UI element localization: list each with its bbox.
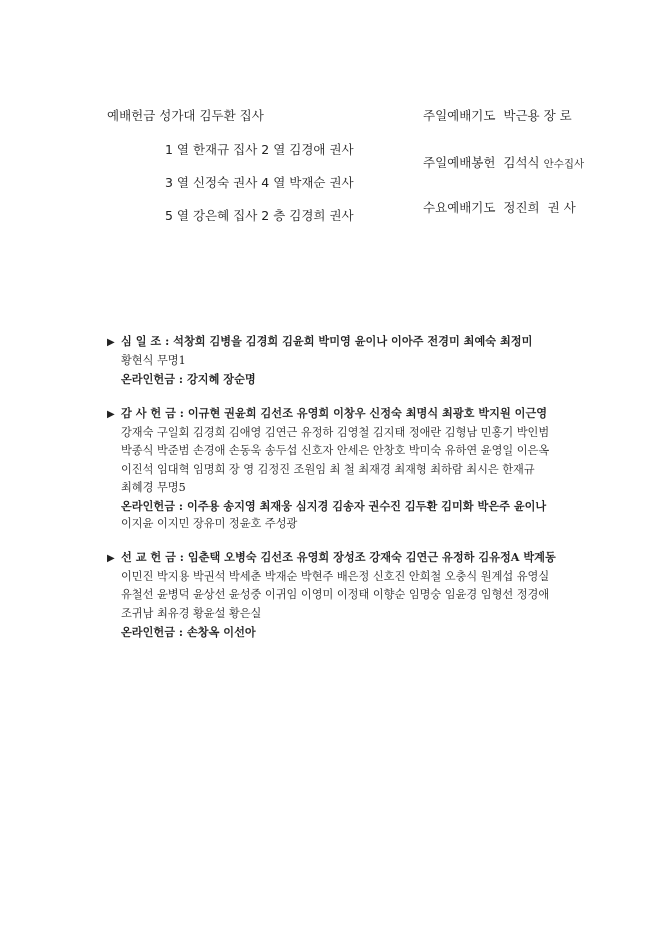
section-line: 황현식 무명1 [121, 354, 186, 368]
section-line: ▶ 심 일 조 : 석창희 김병을 김경희 김윤희 박미영 윤이나 이아주 전경미 최예숙 최정미 [107, 332, 577, 352]
section-line: 이지윤 이지민 장유미 정윤호 주성광 [121, 517, 298, 531]
wednesday-prayer-label: 수요예배기도 [423, 200, 496, 215]
section-line: 온라인헌금 : 강지혜 장순명 [121, 372, 256, 387]
mission-section [107, 548, 577, 641]
section-line: 온라인헌금 : 이주용 송지영 최재웅 심지경 김송자 권수진 김두환 김미화 박은주 윤이나 [121, 499, 547, 514]
wednesday-prayer-name: 정진희 [503, 200, 540, 215]
section-line: ▶ 선 교 헌 금 : 임춘택 오병숙 김선조 유영희 장성조 강재숙 김연근 유정하 김유정A 박계동 [107, 548, 577, 568]
offering-row-1: 1 열 한재규 집사 2 열 김경애 권사 [165, 142, 354, 157]
offering-row-3: 5 열 강은혜 집사 2 층 김경희 권사 [165, 208, 354, 223]
section-line: 이진석 임대혁 임명희 장 영 김정진 조원임 최 철 최재경 최재형 최하람 최시은 한재규 [121, 462, 535, 476]
offering-row-2: 3 열 신정숙 권사 4 열 박재순 권사 [165, 175, 354, 190]
section-line: 박종식 박준범 손경애 손동욱 송두섭 신호자 안세은 안창호 박미숙 유하연 윤영일 이은옥 [121, 444, 550, 458]
triangle-marker-icon: ▶ [107, 337, 115, 348]
sunday-offering-name: 김석식 [503, 155, 540, 170]
wednesday-prayer [423, 198, 576, 216]
section-line: 온라인헌금 : 손창옥 이선아 [121, 624, 256, 639]
sunday-prayer-name: 박근용 장 로 [503, 108, 572, 123]
tithe-section [107, 332, 577, 389]
sunday-offering-label: 주일예배봉헌 [423, 155, 496, 170]
thanksgiving-section [107, 404, 577, 533]
sunday-prayer [423, 106, 572, 124]
section-line: 조귀남 최유경 황윤설 황은실 [121, 606, 262, 620]
triangle-marker-icon: ▶ [107, 553, 115, 564]
triangle-marker-icon: ▶ [107, 409, 115, 420]
section-line: 이민진 박지용 박권석 박세춘 박재순 박현주 배은정 신호진 안희철 오충식 원계섭 유영실 [121, 570, 550, 584]
section-line: 강재숙 구일회 김경희 김애영 김연근 유정하 김영철 김지태 정애란 김형남 민홍기 박인범 [121, 426, 550, 440]
sunday-offering-role: 안수집사 [543, 158, 585, 170]
offering-team-title: 예배헌금 성가대 김두환 집사 [107, 108, 264, 123]
wednesday-prayer-role: 권 사 [547, 200, 576, 215]
section-line: 최혜경 무명5 [121, 480, 186, 494]
section-line: 유철선 윤병덕 윤상선 윤성중 이귀임 이영미 이정태 이향순 임명숭 임윤경 임형선 정경애 [121, 588, 550, 602]
section-line: ▶ 감 사 헌 금 : 이규현 권윤희 김선조 유영희 이창우 신정숙 최명식 최광호 박지원 이근영 [107, 404, 577, 424]
sunday-prayer-label: 주일예배기도 [423, 108, 496, 123]
sunday-offering [423, 153, 584, 171]
